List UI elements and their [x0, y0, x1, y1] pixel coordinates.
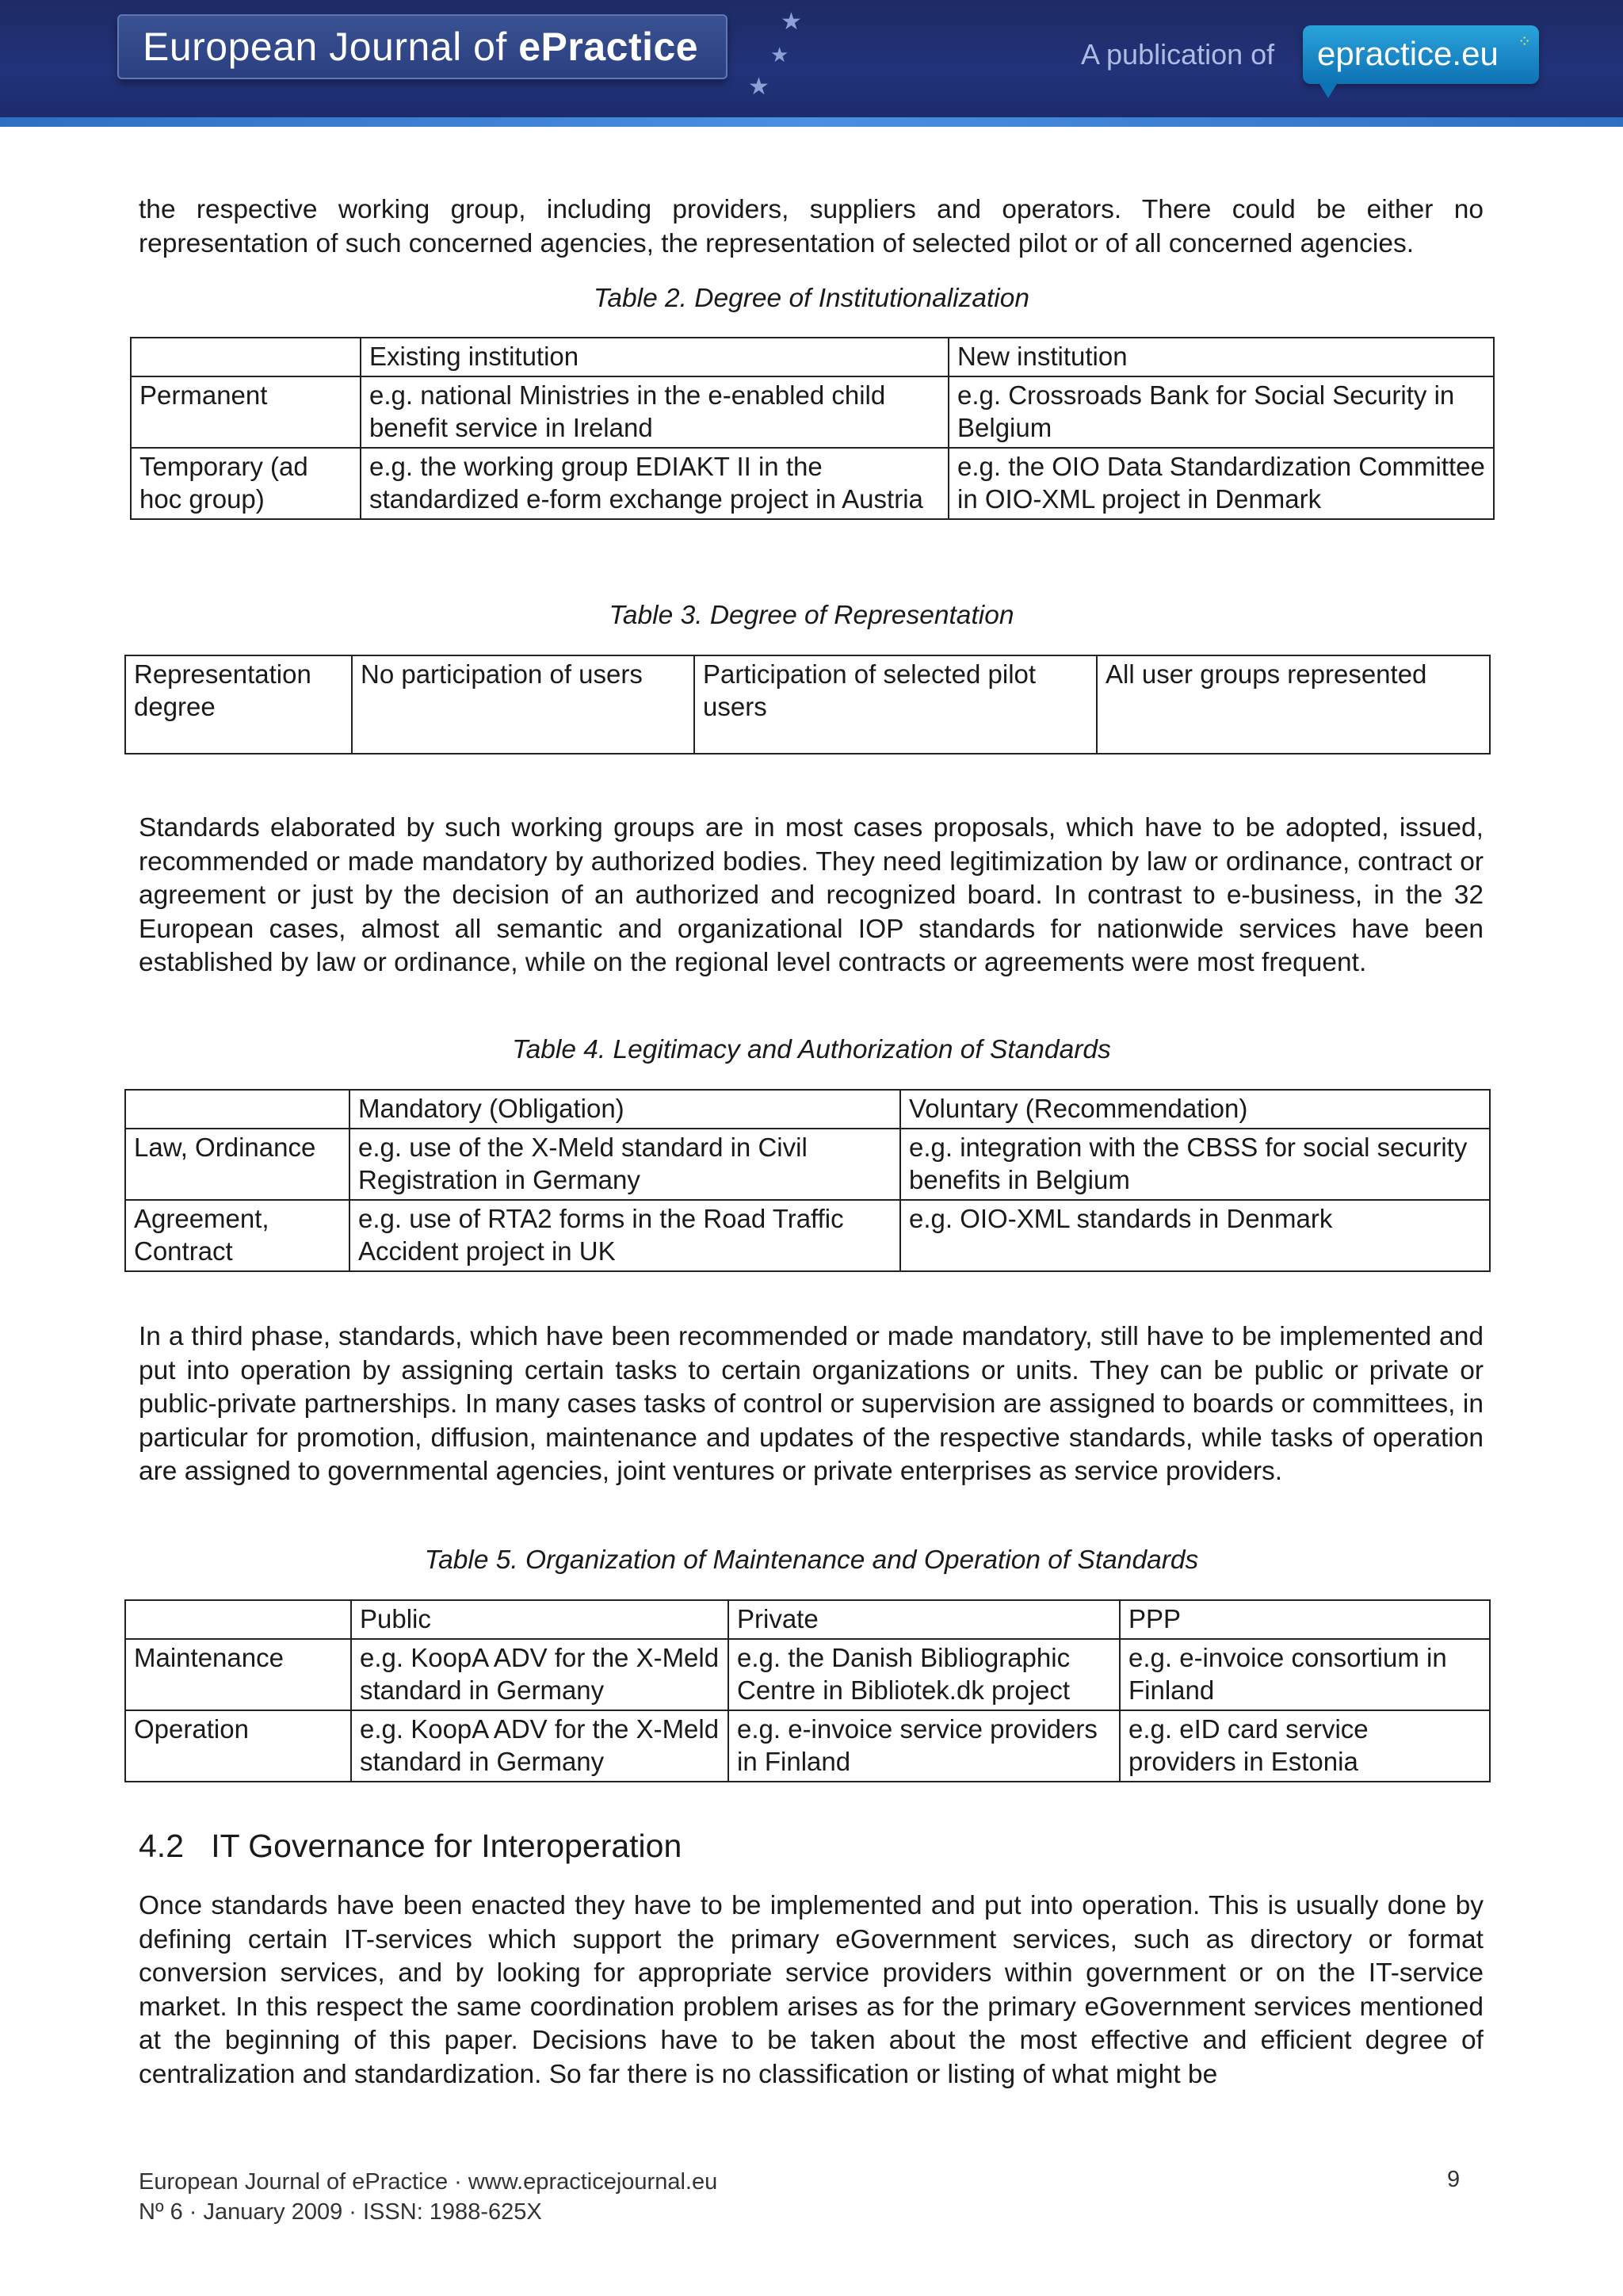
- journal-title-bold: ePractice: [518, 25, 699, 69]
- row-label: Representation degree: [125, 655, 352, 754]
- star-icon: ★: [781, 9, 802, 35]
- journal-title-box: [117, 14, 727, 79]
- table-caption: [0, 1035, 1623, 1065]
- table-cell: No participation of users: [352, 655, 694, 754]
- page-footer: [139, 2167, 717, 2227]
- journal-title-prefix: European Journal of: [143, 25, 519, 69]
- caption-number: Table 4.: [512, 1035, 606, 1064]
- table-maintenance-operation: [124, 1599, 1491, 1782]
- caption-text: Degree of Representation: [702, 601, 1014, 630]
- table-legitimacy: [124, 1089, 1491, 1272]
- table-cell: e.g. e-invoice consortium in Finland: [1120, 1639, 1490, 1710]
- table-cell: e.g. the Danish Bibliographic Centre in Bibliotek.dk project: [728, 1639, 1120, 1710]
- row-label: Maintenance: [125, 1639, 351, 1710]
- table-cell: [125, 1090, 349, 1129]
- table-cell: e.g. use of the X-Meld standard in Civil Registration in Germany: [349, 1129, 900, 1200]
- section-title: IT Governance for Interoperation: [211, 1828, 682, 1864]
- table-cell: e.g. the OIO Data Standardization Committee in OIO-XML project in Denmark: [949, 448, 1494, 519]
- paragraph: In a third phase, standards, which have been recommended or made mandatory, still have to be implemented and put into operation by assigning certain tasks to certain organizations or units. They can be public or private or public-private partnerships. In many cases tasks of control or supervision are assigned to boards or committees, in particular for promotion, diffusion, maintenance and updates of the respective standards, while tasks of operation are assigned to governmental agencies, joint ventures or private enterprises as service providers.: [139, 1322, 1484, 1486]
- table-header-cell: Voluntary (Recommendation): [900, 1090, 1490, 1129]
- star-icon: ★: [770, 43, 789, 67]
- table-institutionalization: [130, 337, 1495, 520]
- row-label: Law, Ordinance: [125, 1129, 349, 1200]
- table-caption: [0, 601, 1623, 631]
- paragraph: Once standards have been enacted they have to be implemented and put into operation. This is usually done by defining certain IT-services which support the primary eGovernment services, such as directory or format conversion services, and by looking for appropriate service providers within government or on the IT-service market. In this respect the same coordination problem arises as for the primary eGovernment services mentioned at the beginning of this paper. Decisions have to be taken about the most effective and efficient degree of centralization and standardization. So far there is no classification or listing of what might be: [139, 1891, 1484, 2089]
- table-cell: e.g. KoopA ADV for the X-Meld standard in Germany: [351, 1639, 728, 1710]
- paragraph: Standards elaborated by such working groups are in most cases proposals, which have to be adopted, issued, recommended or made mandatory by authorized bodies. They need legitimization by law or ordinance, contract or agreement or just by the decision of an authorized and recognized board. In contrast to e-business, in the 32 European cases, almost all semantic and organizational IOP standards for nationwide services have been established by law or ordinance, while on the regional level contracts or agreements were most frequent.: [139, 813, 1484, 977]
- table-caption: [0, 284, 1623, 314]
- logo-speech-tail: [1319, 82, 1338, 98]
- table-cell: [125, 1600, 351, 1639]
- table-cell: e.g. the working group EDIAKT II in the standardized e-form exchange project in Austria: [361, 448, 949, 519]
- table-header-cell: Private: [728, 1600, 1120, 1639]
- caption-text: Degree of Institutionalization: [686, 284, 1030, 313]
- epractice-logo[interactable]: [1303, 25, 1539, 84]
- paragraph: the respective working group, including providers, suppliers and operators. There could be either no representation of such concerned agencies, the representation of selected pilot or of all concerned agencies.: [139, 195, 1484, 258]
- table-cell: e.g. national Ministries in the e-enabled child benefit service in Ireland: [361, 376, 949, 448]
- table-header-row: [125, 1090, 1490, 1129]
- table-cell: e.g. use of RTA2 forms in the Road Traffic Accident project in UK: [349, 1200, 900, 1271]
- footer-issue-line: Nº 6 · January 2009 · ISSN: 1988-625X: [139, 2199, 542, 2225]
- page-number: 9: [1447, 2167, 1461, 2192]
- journal-banner: [0, 0, 1623, 127]
- table-representation: [124, 655, 1491, 755]
- logo-text: epractice.eu: [1317, 35, 1499, 72]
- row-label: Permanent: [131, 376, 361, 448]
- star-icon: ★: [748, 74, 769, 100]
- table-cell: All user groups represented: [1097, 655, 1490, 754]
- caption-number: Table 3.: [609, 601, 703, 630]
- logo-stars-icon: ⁘: [1518, 33, 1531, 51]
- table-header-row: [131, 338, 1494, 376]
- table-row: [125, 1639, 1490, 1710]
- table-cell: e.g. OIO-XML standards in Denmark: [900, 1200, 1490, 1271]
- table-cell: e.g. Crossroads Bank for Social Security in Belgium: [949, 376, 1494, 448]
- table-header-cell: New institution: [949, 338, 1494, 376]
- row-label: Agreement, Contract: [125, 1200, 349, 1271]
- table-header-cell: Public: [351, 1600, 728, 1639]
- caption-number: Table 2.: [593, 284, 687, 313]
- footer-journal-line: European Journal of ePractice · www.epracticejournal.eu: [139, 2169, 718, 2195]
- table-cell: e.g. integration with the CBSS for social security benefits in Belgium: [900, 1129, 1490, 1200]
- table-caption: [0, 1545, 1623, 1576]
- table-row: [125, 1710, 1490, 1782]
- table-row: [131, 376, 1494, 448]
- caption-number: Table 5.: [424, 1545, 518, 1575]
- table-row: [125, 1200, 1490, 1271]
- section-heading: [139, 1828, 682, 1865]
- table-cell: e.g. e-invoice service providers in Finland: [728, 1710, 1120, 1782]
- table-row: [125, 655, 1490, 754]
- table-row: [125, 1129, 1490, 1200]
- table-header-row: [125, 1600, 1490, 1639]
- table-row: [131, 448, 1494, 519]
- caption-text: Legitimacy and Authorization of Standards: [605, 1035, 1111, 1064]
- table-header-cell: Mandatory (Obligation): [349, 1090, 900, 1129]
- journal-title: [143, 24, 698, 70]
- row-label: Temporary (ad hoc group): [131, 448, 361, 519]
- table-cell: Participation of selected pilot users: [694, 655, 1097, 754]
- table-header-cell: PPP: [1120, 1600, 1490, 1639]
- table-header-cell: Existing institution: [361, 338, 949, 376]
- table-cell: e.g. KoopA ADV for the X-Meld standard in Germany: [351, 1710, 728, 1782]
- table-cell: [131, 338, 361, 376]
- publication-label: A publication of: [1081, 38, 1275, 71]
- banner-stripe: [0, 117, 1623, 127]
- caption-text: Organization of Maintenance and Operation of Standards: [517, 1545, 1199, 1575]
- row-label: Operation: [125, 1710, 351, 1782]
- table-cell: e.g. eID card service providers in Estonia: [1120, 1710, 1490, 1782]
- section-number: 4.2: [139, 1828, 184, 1864]
